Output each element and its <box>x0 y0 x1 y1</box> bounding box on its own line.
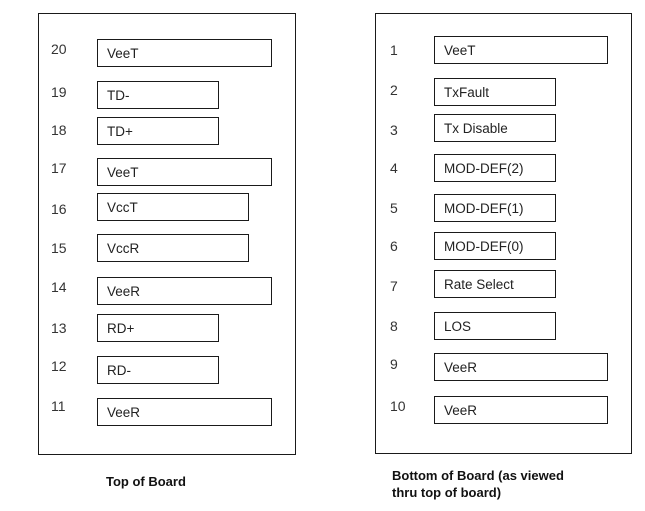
bottom-board-caption <box>392 467 632 501</box>
pin-number: 14 <box>51 279 67 295</box>
pin-label-box: MOD-DEF(0) <box>434 232 556 260</box>
pin-label-box: VeeR <box>434 396 608 424</box>
pin-label-box: VeeT <box>97 39 272 67</box>
pin-number: 9 <box>390 356 398 372</box>
pin-label-box: VeeR <box>434 353 608 381</box>
pin-label-box: VeeT <box>434 36 608 64</box>
pin-number: 6 <box>390 238 398 254</box>
pin-label-box: VeeT <box>97 158 272 186</box>
pin-label-box: RD- <box>97 356 219 384</box>
pin-label-box: TD- <box>97 81 219 109</box>
pin-label-box: VccR <box>97 234 249 262</box>
pin-label-box: Tx Disable <box>434 114 556 142</box>
pin-label-box: LOS <box>434 312 556 340</box>
pin-number: 4 <box>390 160 398 176</box>
pin-label-box: MOD-DEF(2) <box>434 154 556 182</box>
pin-label-box: TD+ <box>97 117 219 145</box>
pin-number: 13 <box>51 320 67 336</box>
pin-number: 3 <box>390 122 398 138</box>
pin-number: 1 <box>390 42 398 58</box>
pin-number: 5 <box>390 200 398 216</box>
pin-number: 2 <box>390 82 398 98</box>
pin-number: 12 <box>51 358 67 374</box>
top-board-panel <box>38 13 296 455</box>
pin-number: 8 <box>390 318 398 334</box>
pin-label-box: VccT <box>97 193 249 221</box>
pin-label-box: MOD-DEF(1) <box>434 194 556 222</box>
pin-label-box: TxFault <box>434 78 556 106</box>
bottom-board-caption-line2: thru top of board) <box>392 485 502 500</box>
pin-number: 10 <box>390 398 406 414</box>
bottom-board-panel <box>375 13 632 454</box>
pin-label-box: RD+ <box>97 314 219 342</box>
pin-label-box: VeeR <box>97 277 272 305</box>
pin-number: 15 <box>51 240 67 256</box>
pin-number: 19 <box>51 84 67 100</box>
pin-number: 20 <box>51 41 67 57</box>
pin-number: 7 <box>390 278 398 294</box>
pin-label-box: Rate Select <box>434 270 556 298</box>
pin-label-box: VeeR <box>97 398 272 426</box>
pin-number: 17 <box>51 160 67 176</box>
top-board-caption: Top of Board <box>106 474 186 489</box>
pin-number: 16 <box>51 201 67 217</box>
bottom-board-caption-line1: Bottom of Board (as viewed <box>392 468 564 483</box>
pin-number: 11 <box>51 398 66 414</box>
pin-number: 18 <box>51 122 67 138</box>
